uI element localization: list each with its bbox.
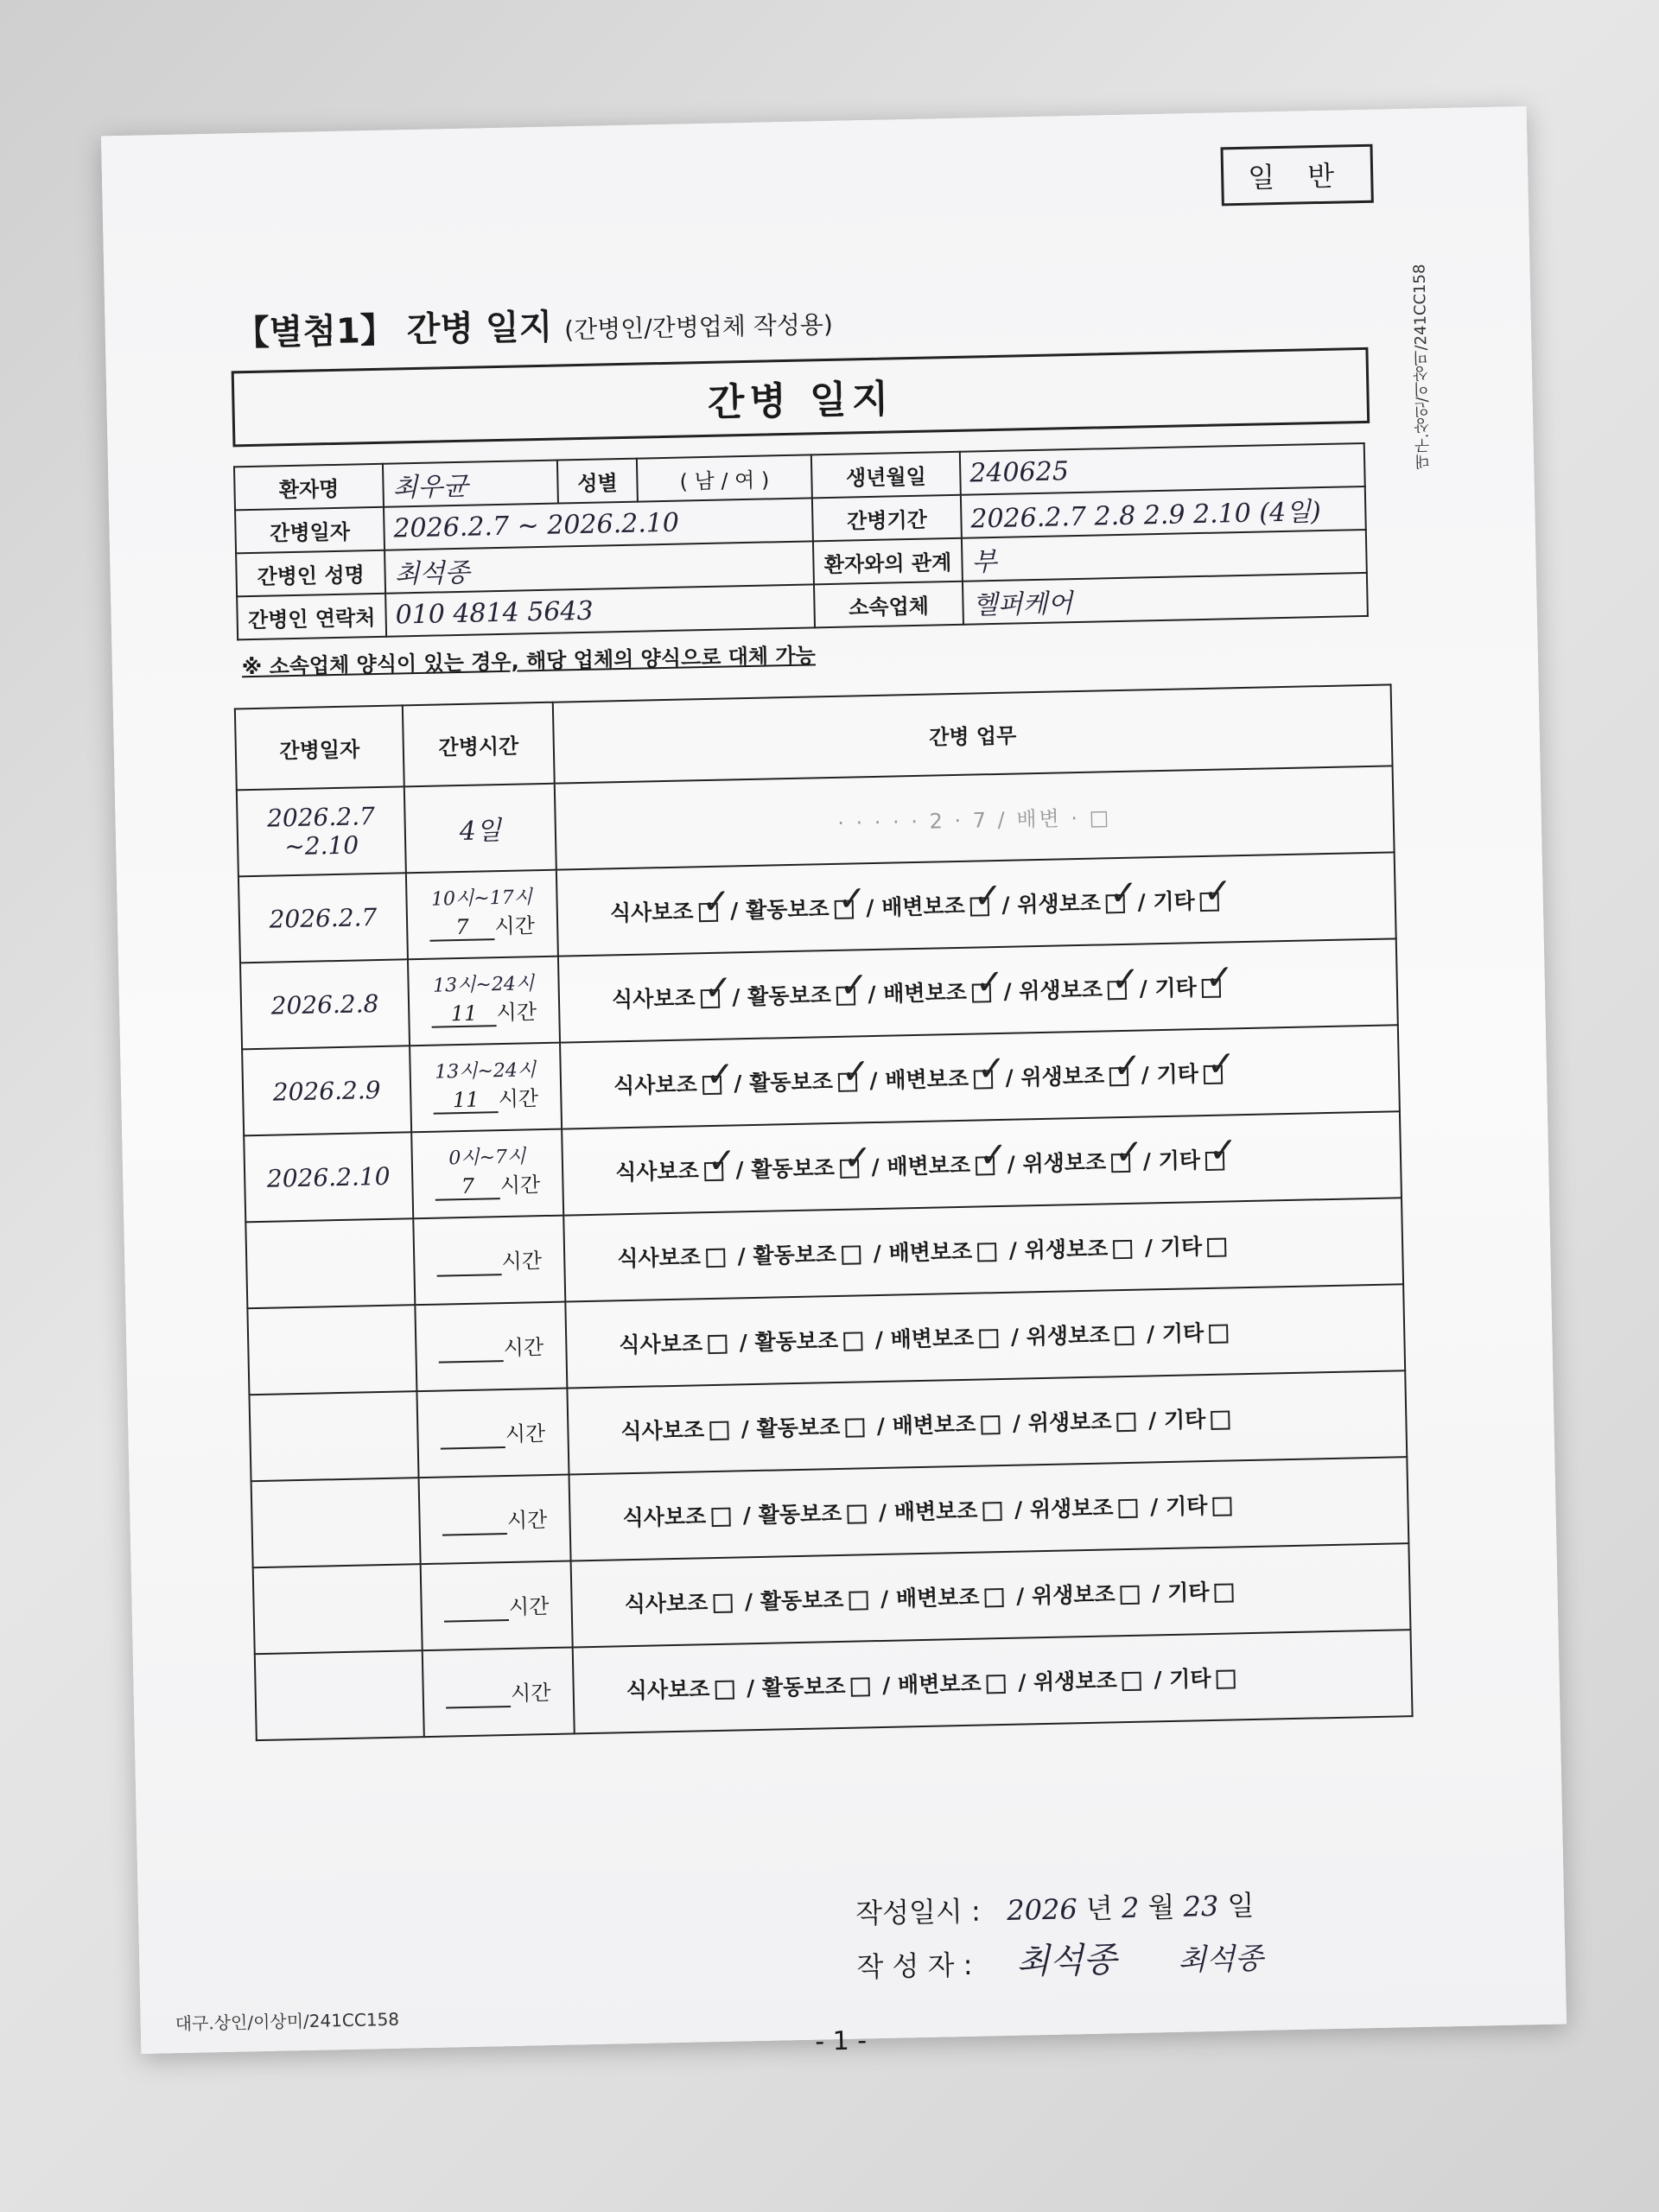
row-tasks (573, 1630, 1413, 1733)
task-label-meal: 식사보조 (611, 985, 696, 1013)
task-label-toilet: 배변보조 (885, 1065, 969, 1093)
row-time-range: 13시~24시 (432, 973, 535, 997)
task-separator: / (995, 978, 1020, 1005)
checkbox-meal[interactable] (706, 1249, 725, 1268)
patient-name-value: 최우균 (383, 461, 558, 507)
checkbox-other[interactable] (1212, 1497, 1231, 1516)
row-hours (411, 1129, 563, 1219)
task-label-other: 기타 (1168, 1666, 1211, 1693)
caregiver-name-label: 간병인 성명 (236, 550, 385, 597)
task-label-toilet: 배변보조 (893, 1497, 978, 1525)
checkbox-hygiene[interactable] (1111, 1154, 1130, 1173)
checkbox-hygiene[interactable] (1109, 1067, 1128, 1086)
task-label-other: 기타 (1165, 1493, 1208, 1520)
checkbox-toilet[interactable] (986, 1675, 1005, 1694)
first-row-date: 2026.2.7 ~2.10 (237, 786, 406, 876)
patient-info-table (233, 442, 1369, 640)
checkbox-other[interactable] (1216, 1669, 1235, 1688)
task-label-meal: 식사보조 (616, 1244, 702, 1272)
row-hours-value[interactable] (436, 1249, 502, 1277)
checkbox-meal[interactable] (715, 1681, 734, 1700)
task-label-other: 기타 (1156, 1061, 1199, 1088)
task-label-toilet: 배변보조 (895, 1584, 980, 1611)
row-date (249, 1391, 418, 1481)
row-hours (413, 1216, 565, 1306)
task-separator: / (728, 1157, 752, 1183)
row-hours-unit: 시간 (501, 1249, 543, 1274)
checkbox-meal[interactable] (708, 1335, 727, 1354)
task-separator: / (858, 894, 882, 921)
task-separator: / (997, 1065, 1021, 1091)
row-hours (406, 870, 558, 960)
checkbox-other[interactable] (1199, 893, 1218, 912)
checkbox-meal[interactable] (700, 989, 719, 1008)
form-title: 간병 일지 (232, 347, 1370, 448)
sign-date-month-unit: 월 (1147, 1890, 1175, 1924)
signature-block (855, 1879, 1264, 1993)
task-separator: / (1139, 1321, 1163, 1347)
checkbox-activity[interactable] (834, 899, 853, 918)
task-separator: / (1010, 1669, 1034, 1695)
row-date (255, 1650, 424, 1740)
task-label-meal: 식사보조 (619, 1331, 703, 1358)
checkbox-toilet[interactable] (979, 1329, 998, 1348)
task-separator: / (734, 1502, 759, 1529)
checkbox-toilet[interactable] (984, 1588, 1003, 1607)
row-hours-value[interactable]: 7 (429, 914, 495, 942)
task-separator: / (865, 1240, 889, 1267)
checkbox-hygiene[interactable] (1116, 1413, 1135, 1432)
checkbox-meal[interactable] (713, 1594, 732, 1613)
task-label-activity: 활동보조 (753, 1241, 837, 1269)
row-hours-value[interactable] (441, 1422, 506, 1450)
task-separator: / (1136, 1235, 1161, 1261)
checkbox-activity[interactable] (836, 986, 855, 1005)
task-label-hygiene: 위생보조 (1027, 1408, 1112, 1436)
row-hours (421, 1560, 573, 1650)
task-separator: / (868, 1413, 893, 1440)
task-label-activity: 활동보조 (750, 1155, 836, 1183)
task-label-other: 기타 (1163, 1407, 1206, 1433)
task-separator: / (874, 1672, 899, 1699)
row-hours-value[interactable] (446, 1681, 512, 1709)
row-time-range: 10시~17시 (430, 887, 533, 911)
task-separator: / (724, 984, 748, 1010)
task-separator: / (1001, 1237, 1025, 1263)
checkbox-toilet[interactable] (982, 1502, 1001, 1521)
task-label-hygiene: 위생보조 (1033, 1668, 1118, 1695)
task-label-toilet: 배변보조 (880, 893, 966, 920)
checkbox-other[interactable] (1211, 1410, 1230, 1429)
task-label-toilet: 배변보조 (882, 979, 968, 1007)
task-label-meal: 식사보조 (620, 1417, 705, 1445)
task-label-toilet: 배변보조 (888, 1238, 973, 1266)
row-hours-value[interactable] (444, 1595, 510, 1623)
checkbox-meal[interactable] (704, 1162, 723, 1181)
task-separator: / (1133, 1062, 1157, 1088)
sign-writer-name: 최석종 (1015, 1940, 1117, 1982)
form-note: ※ 소속업체 양식이 있는 경우, 해당 업체의 양식으로 대체 가능 (241, 643, 817, 680)
patient-name-label: 환자명 (234, 464, 384, 511)
sign-date-month: 2 (1121, 1891, 1140, 1925)
checkbox-meal[interactable] (702, 1076, 721, 1095)
gender-label: 성별 (557, 459, 638, 504)
checkbox-activity[interactable] (845, 1418, 864, 1437)
task-separator: / (1007, 1497, 1031, 1522)
task-separator: / (999, 1151, 1023, 1177)
attachment-title (234, 294, 833, 355)
checkbox-activity[interactable] (847, 1504, 866, 1523)
care-date-value: 2026.2.7 ~ 2026.2.10 (384, 498, 813, 550)
row-date: 2026.2.8 (240, 959, 410, 1049)
checkbox-hygiene[interactable] (1106, 894, 1125, 913)
task-separator: / (994, 892, 1018, 918)
row-date (247, 1305, 416, 1395)
row-hours-unit: 시간 (499, 1173, 541, 1198)
task-label-hygiene: 위생보조 (1026, 1322, 1110, 1350)
row-hours-unit: 시간 (505, 1421, 546, 1447)
task-separator: / (1135, 1148, 1159, 1174)
row-hours (416, 1389, 569, 1478)
task-separator: / (1131, 976, 1155, 1001)
task-separator: / (731, 1329, 755, 1356)
row-hours-value[interactable]: 11 (431, 1001, 497, 1028)
task-label-toilet: 배변보조 (887, 1152, 971, 1179)
checkbox-meal[interactable] (709, 1421, 728, 1440)
row-hours-value[interactable]: 7 (435, 1173, 501, 1201)
row-hours-unit: 시간 (510, 1681, 551, 1706)
task-label-meal: 식사보조 (614, 1158, 700, 1185)
task-label-hygiene: 위생보조 (1022, 1149, 1107, 1177)
row-hours (410, 1043, 562, 1133)
task-separator: / (1141, 1408, 1165, 1433)
relation-label: 환자와의 관계 (813, 538, 963, 585)
birth-value: 240625 (960, 443, 1365, 495)
col-tasks-header: 간병 업무 (553, 684, 1393, 783)
checkbox-activity[interactable] (840, 1159, 859, 1178)
task-separator: / (733, 1415, 757, 1442)
checkbox-hygiene[interactable] (1118, 1499, 1137, 1518)
care-date-label: 간병일자 (235, 507, 385, 554)
row-hours-unit: 시간 (496, 1000, 537, 1026)
task-label-hygiene: 위생보조 (1016, 890, 1102, 918)
row-hours-unit: 시간 (503, 1335, 544, 1361)
sign-date-day-unit: 일 (1227, 1889, 1255, 1923)
checkbox-other[interactable] (1214, 1583, 1233, 1602)
row-hours (423, 1647, 575, 1737)
row-hours (415, 1302, 567, 1392)
checkbox-activity[interactable] (849, 1591, 868, 1610)
sign-writer-label: 작 성 자 : (856, 1948, 973, 1984)
row-hours-unit: 시간 (498, 1086, 539, 1112)
row-date (253, 1564, 423, 1654)
task-label-meal: 식사보조 (624, 1590, 709, 1618)
classification-box: 일 반 (1220, 144, 1373, 207)
sign-writer-line (856, 1931, 1264, 1993)
task-label-meal: 식사보조 (622, 1503, 707, 1531)
footer-stamp: 대구.상인/이상미/241CC158 (175, 2008, 400, 2035)
task-separator: / (1004, 1410, 1029, 1436)
birth-label: 생년월일 (811, 452, 961, 499)
task-separator: / (873, 1586, 897, 1612)
col-date-header: 간병일자 (235, 705, 404, 790)
caregiver-name-value: 최석종 (385, 541, 814, 593)
task-separator: / (1146, 1667, 1170, 1693)
company-value: 헬퍼케어 (963, 573, 1368, 625)
checkbox-other[interactable] (1209, 1325, 1228, 1344)
task-label-other: 기타 (1158, 1147, 1201, 1174)
row-date: 2026.2.10 (244, 1132, 413, 1222)
task-label-activity: 활동보조 (748, 1069, 834, 1096)
task-label-other: 기타 (1160, 1234, 1203, 1261)
task-label-activity: 활동보조 (756, 1414, 841, 1441)
sign-date-line (855, 1879, 1263, 1940)
care-period-label: 간병기간 (812, 495, 962, 542)
checkbox-toilet[interactable] (976, 1156, 995, 1175)
sign-writer-signature: 최석종 (1178, 1941, 1264, 1978)
checkbox-toilet[interactable] (970, 897, 989, 916)
caregiver-phone-label: 간병인 연락처 (237, 594, 386, 640)
care-period-value: 2026.2.7 2.8 2.9 2.10 (4일) (961, 486, 1366, 538)
row-hours (419, 1475, 571, 1565)
gender-value: ( 남 / 여 ) (637, 454, 812, 501)
task-label-meal: 식사보조 (626, 1676, 710, 1704)
checkbox-hygiene[interactable] (1108, 981, 1127, 1000)
attachment-title-main: 【별첨1】 간병 일지 (234, 307, 553, 354)
row-hours-unit: 시간 (508, 1594, 550, 1620)
sign-date-year-unit: 년 (1085, 1891, 1114, 1926)
checkbox-other[interactable] (1205, 1152, 1224, 1171)
task-separator: / (1129, 889, 1154, 915)
task-separator: / (729, 1243, 753, 1269)
checkbox-toilet[interactable] (974, 1070, 993, 1089)
task-label-other: 기타 (1161, 1320, 1205, 1347)
checkbox-activity[interactable] (838, 1072, 857, 1091)
row-date: 2026.2.7 (238, 873, 408, 963)
row-date: 2026.2.9 (242, 1046, 411, 1135)
task-label-toilet: 배변보조 (897, 1670, 982, 1698)
task-label-toilet: 배변보조 (892, 1411, 976, 1439)
checkbox-toilet[interactable] (972, 983, 991, 1002)
task-label-hygiene: 위생보조 (1019, 976, 1103, 1004)
task-label-toilet: 배변보조 (890, 1325, 975, 1352)
task-label-activity: 활동보조 (761, 1673, 846, 1700)
task-label-activity: 활동보조 (745, 896, 830, 924)
row-time-range: 0시~7시 (448, 1146, 526, 1170)
sign-date-label: 작성일시 : (855, 1894, 982, 1930)
row-date (245, 1218, 415, 1308)
task-label-hygiene: 위생보조 (1029, 1495, 1114, 1522)
caregiver-phone-value: 010 4814 5643 (385, 584, 815, 636)
task-label-other: 기타 (1153, 888, 1195, 915)
row-time-range: 13시~24시 (434, 1059, 537, 1084)
checkbox-hygiene[interactable] (1122, 1672, 1141, 1691)
checkbox-hygiene[interactable] (1113, 1240, 1132, 1259)
checkbox-activity[interactable] (850, 1677, 869, 1696)
checkbox-meal[interactable] (711, 1508, 730, 1527)
task-separator: / (726, 1071, 750, 1096)
sign-date-year: 2026 (1006, 1892, 1078, 1928)
first-row-hours: 4일 (404, 784, 556, 874)
care-log-table (234, 683, 1414, 1741)
document-page (101, 106, 1567, 2057)
task-separator: / (739, 1675, 763, 1701)
task-separator: / (863, 1154, 887, 1180)
checkbox-other[interactable] (1204, 1065, 1223, 1084)
col-hours-header: 간병시간 (403, 702, 555, 787)
row-hours-value[interactable]: 11 (433, 1087, 499, 1115)
checkbox-other[interactable] (1207, 1238, 1226, 1257)
task-label-activity: 활동보조 (754, 1327, 839, 1355)
row-hours-unit: 시간 (494, 913, 536, 939)
checkbox-meal[interactable] (698, 903, 717, 922)
checkbox-toilet[interactable] (981, 1415, 1000, 1434)
task-separator: / (1142, 1494, 1166, 1520)
task-separator: / (722, 898, 747, 924)
task-label-other: 기타 (1166, 1580, 1210, 1606)
task-separator: / (1144, 1580, 1168, 1606)
checkbox-other[interactable] (1202, 979, 1221, 998)
task-separator: / (1002, 1324, 1027, 1350)
task-label-hygiene: 위생보조 (1020, 1063, 1105, 1090)
task-separator: / (736, 1588, 761, 1615)
page-number: - 1 - (814, 2025, 868, 2057)
checkbox-activity[interactable] (843, 1332, 862, 1351)
task-label-meal: 식사보조 (613, 1071, 697, 1099)
task-label-hygiene: 위생보조 (1031, 1581, 1116, 1609)
company-label: 소속업체 (814, 582, 963, 628)
relation-value: 부 (962, 530, 1367, 582)
task-label-activity: 활동보조 (760, 1586, 844, 1614)
task-separator: / (867, 1326, 891, 1353)
task-label-activity: 활동보조 (747, 982, 832, 1010)
attachment-subtitle: (간병인/간병업체 작성용) (563, 309, 834, 345)
checkbox-hygiene[interactable] (1120, 1586, 1139, 1605)
row-date (251, 1478, 421, 1567)
task-separator: / (870, 1499, 895, 1526)
task-separator: / (860, 981, 884, 1007)
row-hours-unit: 시간 (506, 1508, 548, 1534)
task-label-hygiene: 위생보조 (1024, 1236, 1109, 1263)
row-hours-value[interactable] (442, 1509, 508, 1536)
first-row-tasks: · · · · · 2 · 7 / 배변 · □ (555, 766, 1395, 869)
side-stamp: 대구.상인/이상미/241CC158 (1410, 264, 1433, 470)
task-label-meal: 식사보조 (609, 899, 694, 926)
checkbox-activity[interactable] (842, 1245, 861, 1264)
task-label-other: 기타 (1154, 975, 1198, 1001)
checkbox-toilet[interactable] (977, 1243, 996, 1262)
task-label-activity: 활동보조 (758, 1500, 842, 1528)
checkbox-hygiene[interactable] (1115, 1326, 1134, 1345)
row-hours (408, 957, 560, 1046)
task-separator: / (861, 1067, 886, 1094)
sign-date-day: 23 (1183, 1889, 1219, 1923)
task-separator: / (1008, 1583, 1033, 1609)
row-hours-value[interactable] (438, 1336, 504, 1363)
